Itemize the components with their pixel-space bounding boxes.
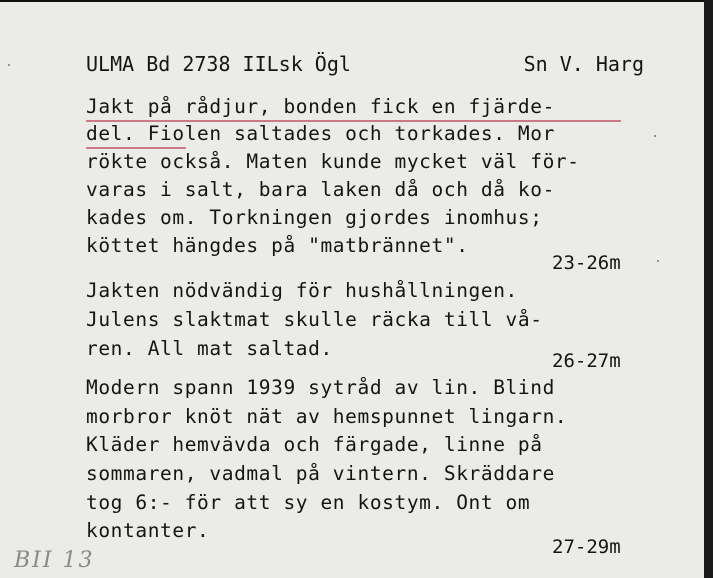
page-reference: 23-26m: [552, 252, 621, 274]
text-line: kades om. Torkningen gjordes inomhus;: [86, 206, 543, 229]
text-line: Jakten nödvändig för hushållningen.: [86, 279, 518, 302]
text-line: del. Fiolen saltades och torkades. Mor: [86, 122, 555, 145]
text-line: morbror knöt nät av hemspunnet lingarn.: [86, 405, 568, 428]
scan-speck: [8, 64, 10, 66]
red-underline: [86, 147, 186, 149]
text-line: köttet hängdes på "matbrännet".: [86, 234, 469, 257]
text-line: tog 6:- för att sy en kostym. Ont om: [86, 491, 531, 514]
text-line: Kläder hemvävda och färgade, linne på: [86, 433, 543, 456]
page-reference: 26-27m: [552, 350, 621, 372]
page-reference: 27-29m: [552, 536, 621, 558]
pencil-signature: BII 13: [14, 548, 95, 573]
text-line: Modern spann 1939 sytråd av lin. Blind: [86, 376, 555, 399]
text-line: Jakt på rådjur, bonden fick en fjärde-: [86, 95, 555, 118]
scan-speck: [654, 135, 656, 137]
text-line: rökte också. Maten kunde mycket väl för-: [86, 150, 580, 173]
archive-reference: ULMA Bd 2738 IILsk Ögl: [86, 52, 351, 76]
scan-speck: [657, 260, 659, 262]
text-line: Julens slaktmat skulle räcka till vå-: [86, 308, 543, 331]
archive-card: [0, 2, 705, 578]
scan-border-right: [704, 0, 713, 578]
parish-name: Sn V. Harg: [523, 52, 644, 76]
text-line: varas i salt, bara laken då och då ko-: [86, 178, 555, 201]
text-line: kontanter.: [86, 519, 210, 542]
text-line: ren. All mat saltad.: [86, 337, 333, 360]
card-header: [86, 52, 646, 80]
text-line: sommaren, vadmal på vintern. Skräddare: [86, 462, 555, 485]
